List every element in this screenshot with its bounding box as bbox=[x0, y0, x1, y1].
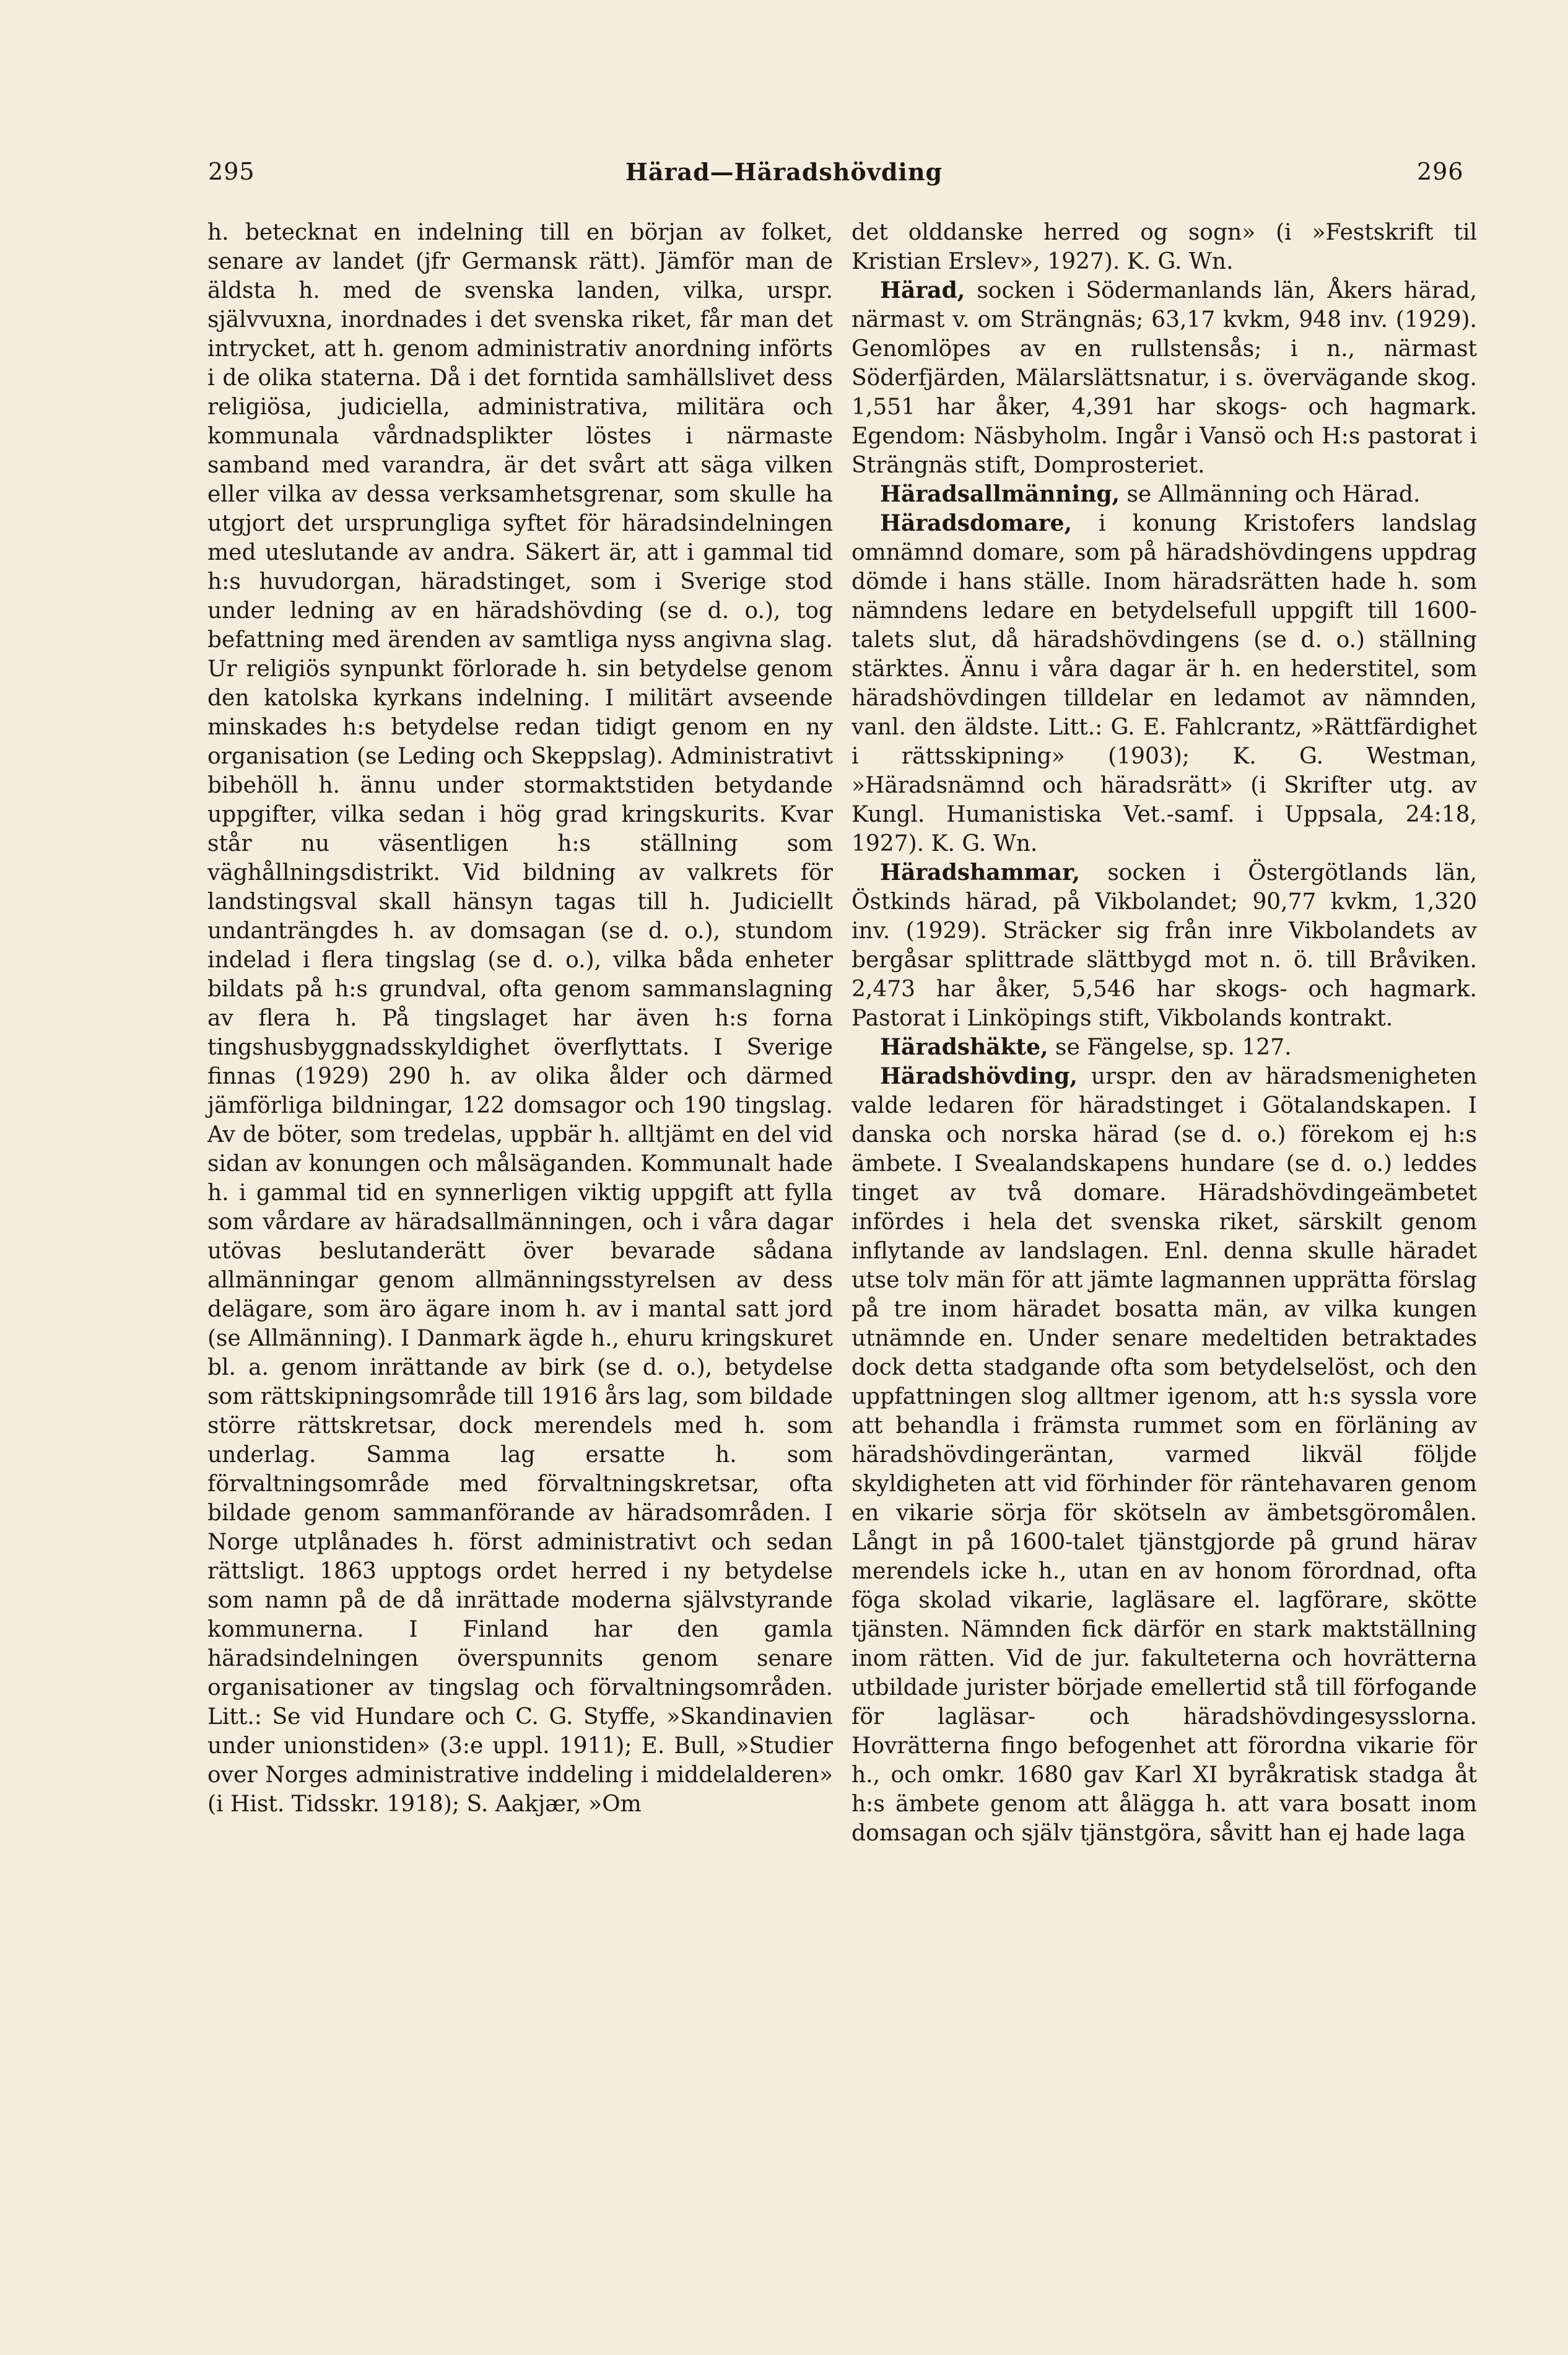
entry-paragraph bbox=[852, 218, 1477, 276]
entry-text: det olddanske herred og sogn» (i »Festskrift til Kristian Erslev», 1927). K. G. Wn. bbox=[852, 220, 1477, 274]
entry-haradshovding bbox=[852, 1062, 1477, 1848]
right-page-number: 296 bbox=[1417, 158, 1464, 185]
entry-headword: Häradsdomare, bbox=[880, 510, 1073, 536]
entry-text: se Fängelse, sp. 127. bbox=[1048, 1035, 1292, 1060]
right-column bbox=[852, 218, 1477, 1848]
left-column bbox=[207, 218, 833, 1819]
running-title: Härad—Häradshövding bbox=[625, 158, 943, 186]
entry-headword: Häradsallmänning, bbox=[880, 481, 1120, 507]
entry-headword: Häradshäkte, bbox=[880, 1034, 1048, 1060]
entry-text: se Allmänning och Härad. bbox=[1120, 482, 1421, 507]
entry-text: urspr. den av häradsmenigheten valde ledaren för häradstinget i Götalandskapen. I danska och norska härad (se d. o.) förekom ej h:s ämbete. I Svealandskapens hundare (se d. o.) leddes tinget av två domare. Häradshövdingeämbetet infördes i hela det svenska riket, särskilt genom inflytande av landslagen. Enl. denna skulle häradet utse tolv män för att jämte lagmannen upprätta förslag på tre inom häradet bosatta män, av vilka kungen utnämnde en. Under senare medeltiden betraktades dock detta stadgande ofta som betydelselöst, och den uppfattningen slog alltmer igenom, att h:s syssla vore att behandla i främsta rummet som en förläning av häradshövdingeräntan, varmed likväl följde skyldigheten att vid förhinder för räntehavaren genom en vikarie sörja för skötseln av ämbetsgöromålen. Långt in på 1600-talet tjänstgjorde på grund härav merendels icke h., utan en av honom förordnad, ofta föga skolad vikarie, lagläsare el. lagförare, skötte tjänsten. Nämnden fick därför en stark maktställning inom rätten. Vid de jur. fakulteterna och hovrätterna utbildade jurister började emellertid stå till förfogande för lagläsar- och häradshövdingesysslorna. Hovrätterna fingo befogenhet att förordna vikarie för h., och omkr. 1680 gav Karl XI byråkratisk stadga åt h:s ämbete genom att ålägga h. att vara bosatt inom domsagan och själv tjänstgöra, såvitt han ej hade laga bbox=[852, 1064, 1477, 1846]
entry-text: h. betecknat en indelning till en början av folket, senare av landet (jfr Germansk rätt). Jämför man de äldsta h. med de svenska landen, vilka, urspr. självvuxna, inordnades i det svenska riket, får man det intrycket, att h. genom administrativ anordning införts i de olika staterna. Då i det forntida samhällslivet dess religiösa, judiciella, administrativa, militära och kommunala vårdnadsplikter löstes i närmaste samband med varandra, är det svårt att säga vilken eller vilka av dessa verksamhetsgrenar, som skulle ha utgjort det ursprungliga syftet för häradsindelningen med uteslutande av andra. Säkert är, att i gammal tid h:s huvudorgan, häradstinget, som i Sverige stod under ledning av en häradshövding (se d. o.), tog befattning med ärenden av samtliga nyss angivna slag. Ur religiös synpunkt förlorade h. sin betydelse genom den katolska kyrkans indelning. I militärt avseende minskades h:s betydelse redan tidigt genom en ny organisation (se Leding och Skeppslag). Administrativt bibehöll h. ännu under stormaktstiden betydande uppgifter, vilka sedan i hög grad kringskurits. Kvar står nu väsentligen h:s ställning som väghållningsdistrikt. Vid bildning av valkrets för landstingsval skall hänsyn tagas till h. Judiciellt undanträngdes h. av domsagan (se d. o.), stundom indelad i flera tingslag (se d. o.), vilka båda enheter bildats på h:s grundval, ofta genom sammanslagning av flera h. På tingslaget har även h:s forna tingshusbyggnadsskyldighet överflyttats. I Sverige finnas (1929) 290 h. av olika ålder och därmed jämförliga bildningar, 122 domsagor och 190 tingslag. Av de böter, som tredelas, uppbär h. alltjämt en del vid sidan av konungen och målsäganden. Kommunalt hade h. i gammal tid en synnerligen viktig uppgift att fylla som vårdare av häradsallmänningen, och i våra dagar utövas beslutanderätt över bevarade sådana allmänningar genom allmänningsstyrelsen av dess delägare, som äro ägare inom h. av i mantal satt jord (se Allmänning). I Danmark ägde h., ehuru kringskuret bl. a. genom inrättande av birk (se d. o.), betydelse som rättskipningsområde till 1916 års lag, som bildade större rättskretsar, dock merendels med h. som underlag. Samma lag ersatte h. som förvaltningsområde med förvaltningskretsar, ofta bildade genom sammanförande av häradsområden. I Norge utplånades h. först administrativt och sedan rättsligt. 1863 upptogs ordet herred i ny betydelse som namn på de då inrättade moderna självstyrande kommunerna. I Finland har den gamla häradsindelningen överspunnits genom senare organisationer av tingslag och förvaltningsområden. Litt.: Se vid Hundare och C. G. Styffe, »Skandinavien under unionstiden» (3:e uppl. 1911); E. Bull, »Studier over Norges administrative inddeling i middelalderen» (i Hist. Tidsskr. 1918); S. Aakjær, »Om bbox=[207, 220, 833, 1817]
entry-haradsallmanning bbox=[852, 480, 1477, 509]
left-page-number: 295 bbox=[208, 158, 255, 185]
page-header bbox=[0, 158, 1568, 201]
entry-text: socken i Södermanlands län, Åkers härad, närmast v. om Strängnäs; 63,17 kvkm, 948 inv. (1929). Genomlöpes av en rullstensås; i n., närmast Söderfjärden, Mälarslättsnatur, i s. övervägande skog. 1,551 har åker, 4,391 har skogs- och hagmark. Egendom: Näsbyholm. Ingår i Vansö och H:s pastorat i Strängnäs stift, Domprosteriet. bbox=[852, 278, 1477, 478]
entry-haradshammar bbox=[852, 858, 1477, 1033]
entry-headword: Häradshövding, bbox=[880, 1063, 1078, 1089]
entry-haradsdomare bbox=[852, 509, 1477, 858]
entry-text: socken i Östergötlands län, Östkinds härad, på Vikbolandet; 90,77 kvkm, 1,320 inv. (1929). Sträcker sig från inre Vikbolandets av bergåsar splittrade slättbygd mot n. ö. till Bråviken. 2,473 har åker, 5,546 har skogs- och hagmark. Pastorat i Linköpings stift, Vikbolands kontrakt. bbox=[852, 860, 1477, 1031]
entry-harad bbox=[852, 276, 1477, 480]
entry-haradshakte bbox=[852, 1033, 1477, 1062]
entry-paragraph bbox=[207, 218, 833, 1819]
entry-text: i konung Kristofers landslag omnämnd domare, som på häradshövdingens uppdrag dömde i hans ställe. Inom häradsrätten hade h. som nämndens ledare en betydelsefull uppgift till 1600-talets slut, då häradshövdingens (se d. o.) ställning stärktes. Ännu i våra dagar är h. en hederstitel, som häradshövdingen tilldelar en ledamot av nämnden, vanl. den äldste. Litt.: G. E. Fahlcrantz, »Rättfärdighet i rättsskipning» (1903); K. G. Westman, »Häradsnämnd och häradsrätt» (i Skrifter utg. av Kungl. Humanistiska Vet.-samf. i Uppsala, 24:18, 1927). K. G. Wn. bbox=[852, 511, 1477, 856]
entry-headword: Härad, bbox=[880, 277, 965, 303]
entry-headword: Häradshammar, bbox=[880, 860, 1080, 886]
